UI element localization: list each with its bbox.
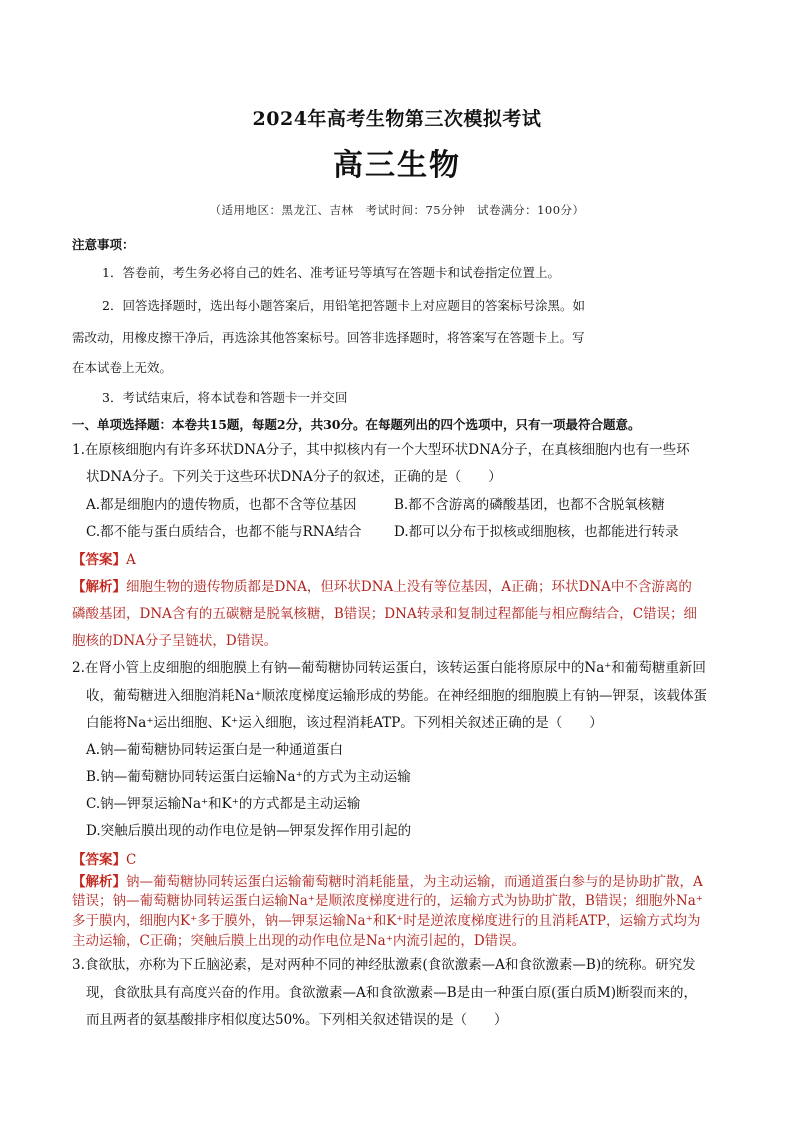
section-heading: 一、单项选择题：本卷共15题，每题2分，共30分。在每题列出的四个选项中，只有一项最符合题意。: [72, 417, 641, 432]
q1-analysis-line2: 磷酸基团，DNA含有的五碳糖是脱氧核糖，B错误；DNA转录和复制过程都能与相应酶结合，C错误；细: [72, 606, 698, 622]
q2-option-a: A.钠—葡萄糖协同转运蛋白是一种通道蛋白: [86, 742, 344, 758]
q1-answer: [72, 551, 722, 569]
q2-analysis-line2: 错误；钠—葡萄糖协同转运蛋白运输Na⁺是顺浓度梯度进行的，运输方式为协助扩散，B错误；细胞外Na⁺: [72, 893, 703, 909]
answer-tag: 【答案】: [72, 552, 126, 568]
q3-stem-line2: 现，食欲肽具有高度兴奋的作用。食欲激素—A和食欲激素—B是由一种蛋白原(蛋白质M)断裂而来的，: [86, 985, 698, 1001]
q2-stem-line3: 白能将Na⁺运出细胞、K⁺运入细胞，该过程消耗ATP。下列相关叙述正确的是（ ）: [86, 715, 603, 731]
q2-option-b: B.钠—葡萄糖协同转运蛋白运输Na⁺的方式为主动运输: [86, 769, 411, 785]
notice-item-1: 1．答卷前，考生务必将自己的姓名、准考证号等填写在答题卡和试卷指定位置上。: [102, 265, 560, 280]
q2-analysis-line1: [72, 873, 722, 891]
notice-item-2-cont: 需改动，用橡皮擦干净后，再选涂其他答案标号。回答非选择题时，将答案写在答题卡上。写: [72, 330, 585, 345]
q1-option-c: C.都不能与蛋白质结合，也都不能与RNA结合: [86, 524, 362, 540]
q2-analysis-line4: 主动运输，C正确；突触后膜上出现的动作电位是Na⁺内流引起的，D错误。: [72, 933, 526, 949]
exam-subtitle: 高三生物: [333, 148, 461, 183]
answer-value: C: [126, 852, 137, 868]
q1-stem-line1: 1.在原核细胞内有许多环状DNA分子，其中拟核内有一个大型环状DNA分子，在真核细胞内也有一些环: [72, 442, 690, 458]
q1-option-b: B.都不含游离的磷酸基团，也都不含脱氧核糖: [394, 497, 665, 513]
q1-stem-line2: 状DNA分子。下列关于这些环状DNA分子的叙述，正确的是（ ）: [86, 469, 502, 485]
q2-analysis-line3: 多于膜内，细胞内K⁺多于膜外，钠—钾泵运输Na⁺和K⁺时是逆浓度梯度进行的且消耗ATP，运输方式均为: [72, 913, 701, 929]
analysis-tag: 【解析】: [72, 579, 126, 595]
q1-analysis-line3: 胞核的DNA分子呈链状，D错误。: [72, 633, 278, 649]
q1-option-a: A.都是细胞内的遗传物质，也都不含等位基因: [86, 497, 357, 513]
q2-answer: [72, 851, 722, 869]
q1-analysis-line1: [72, 578, 722, 596]
q2-option-d: D.突触后膜出现的动作电位是钠—钾泵发挥作用引起的: [86, 823, 412, 839]
analysis-tag: 【解析】: [72, 874, 126, 890]
q2-stem-line2: 收，葡萄糖进入细胞消耗Na⁺顺浓度梯度运输形成的势能。在神经细胞的细胞膜上有钠—钾泵，该载体蛋: [86, 688, 707, 704]
exam-meta: （适用地区：黑龙江、吉林 考试时间：75分钟 试卷满分：100分）: [209, 203, 585, 217]
notice-item-2-cont2: 在本试卷上无效。: [72, 360, 173, 375]
q2-stem-line1: 2.在肾小管上皮细胞的细胞膜上有钠—葡萄糖协同转运蛋白，该转运蛋白能将原尿中的Na⁺和葡萄糖重新回: [72, 660, 706, 676]
q1-option-d: D.都可以分布于拟核或细胞核，也都能进行转录: [394, 524, 679, 540]
q2-option-c: C.钠—钾泵运输Na⁺和K⁺的方式都是主动运输: [86, 796, 361, 812]
notice-item-3: 3．考试结束后，将本试卷和答题卡一并交回: [102, 390, 348, 405]
analysis-text: 钠—葡萄糖协同转运蛋白运输葡萄糖时消耗能量，为主动运输，而通道蛋白参与的是协助扩散，A: [126, 874, 703, 890]
analysis-text: 细胞生物的遗传物质都是DNA，但环状DNA上没有等位基因，A正确；环状DNA中不含游离的: [126, 579, 692, 595]
q3-stem-line3: 而且两者的氨基酸排序相似度达50%。下列相关叙述错误的是（ ）: [86, 1012, 508, 1028]
q3-stem-line1: 3.食欲肽，亦称为下丘脑泌素，是对两种不同的神经肽激素(食欲激素—A和食欲激素—B)的统称。研究发: [72, 957, 696, 973]
notice-heading: 注意事项：: [72, 237, 135, 252]
answer-value: A: [126, 552, 136, 568]
notice-item-2: 2．回答选择题时，选出每小题答案后，用铅笔把答题卡上对应题目的答案标号涂黑。如: [102, 298, 585, 313]
exam-title: 2024年高考生物第三次模拟考试: [252, 108, 542, 130]
answer-tag: 【答案】: [72, 852, 126, 868]
